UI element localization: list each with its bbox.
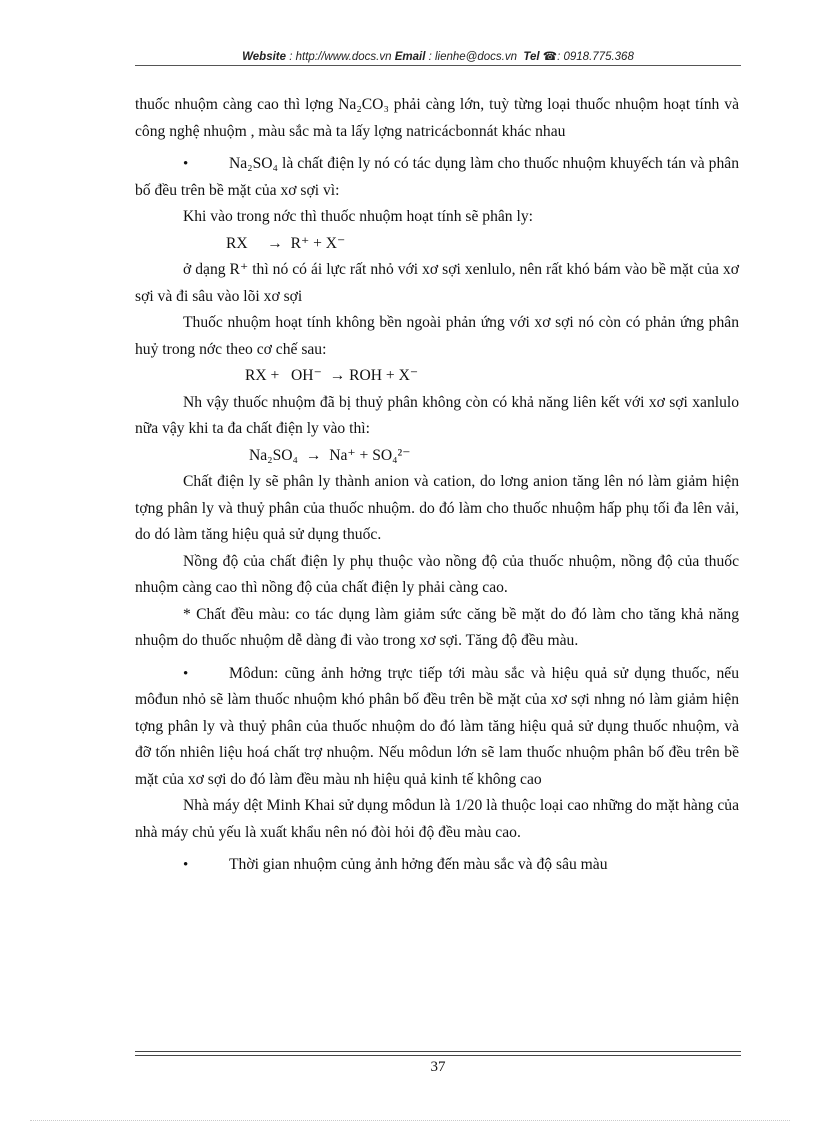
bullet-item-1: • Na₂SO₄ là chất điện ly nó có tác dụng làm cho thuốc nhuộm khuyếch tán và phân bố đều trên bề mặt của xơ sợi vì: bbox=[135, 151, 739, 204]
bullet-item-2: • Môdun: cũng ảnh hởng trực tiếp tới màu sắc và hiệu quả sử dụng thuốc, nếu môđun nhỏ sẽ làm thuốc nhuộm khó phân bố đều trên bề mặt của xơ sợi nhng nó làm giảm hiện tợng phân ly và thuỷ phân của thuốc nhuộm do đó làm tăng hiệu quả sử dụng thuốc nhuộm, và đỡ tốn nhiên liệu hoá chất trợ nhuộm. Nếu môdun lớn sẽ lam thuốc nhuộm phân bố đều trên bề mặt của xơ sợi do đó làm đều màu nh hiệu quả kinh tế không cao bbox=[135, 661, 739, 794]
equation-3: Na₂SO₄ → Na⁺ + SO₄²⁻ bbox=[249, 446, 411, 464]
arrow-icon: → bbox=[305, 446, 322, 464]
footer-rule-top bbox=[135, 1051, 741, 1052]
paragraph-4: Thuốc nhuộm hoạt tính không bền ngoài phản ứng với xơ sợi nó còn có phản ứng phân huỷ trong nớc theo cơ chế sau: bbox=[135, 314, 739, 358]
paragraph-3: ở dạng R⁺ thì nó có ái lực rất nhỏ với xơ sợi xenlulo, nên rất khó bám vào bề mặt của xơ sợi và đi sâu vào lõi xơ sợi bbox=[135, 261, 739, 305]
website-sep: : bbox=[286, 51, 296, 63]
paragraph-1: thuốc nhuộm càng cao thì lợng Na₂CO₃ phải càng lớn, tuỳ từng loại thuốc nhuộm hoạt tính và công nghệ nhuộm , màu sắc mà ta lấy lợng natricácbonnát khác nhau bbox=[135, 96, 739, 140]
bullet-icon: • bbox=[183, 156, 189, 172]
footer-rule-bottom bbox=[135, 1055, 741, 1056]
arrow-icon: → bbox=[267, 234, 283, 252]
page-number: 37 bbox=[430, 1059, 446, 1075]
tel-label: Tel bbox=[523, 51, 540, 63]
page-header bbox=[135, 49, 741, 63]
website-label: Website bbox=[242, 51, 287, 63]
tel-value: : 0918.775.368 bbox=[557, 51, 634, 63]
document-body bbox=[135, 92, 739, 879]
bullet-icon: • bbox=[183, 665, 189, 682]
paragraph-6: Chất điện ly sẽ phân ly thành anion và cation, do lơng anion tăng lên nó làm giảm hiện tợng phân ly và thuỷ phân của thuốc nhuộm. do đó làm cho thuốc nhuộm hấp phụ tối đa lên vải, do dó làm tăng hiệu quả sử dụng thuốc. bbox=[135, 473, 739, 543]
paragraph-5: Nh vậy thuốc nhuộm đã bị thuỷ phân không còn có khả năng liên kết với xơ sợi xanlulo nữa vậy khi ta đa chất điện ly vào thì: bbox=[135, 393, 739, 437]
paragraph-7: Nồng độ của chất điện ly phụ thuộc vào nồng độ của thuốc nhuộm, nồng độ của thuốc nhuộm càng cao thì nồng độ của chất điện ly phải càng cao. bbox=[135, 552, 739, 596]
email-sep: : bbox=[425, 51, 435, 63]
paragraph-8: * Chất đều màu: co tác dụng làm giảm sức căng bề mặt do đó làm cho tăng khả năng nhuộm do thuốc nhuộm dễ dàng đi vào trong xơ sợi. Tăng độ đều màu. bbox=[135, 605, 739, 649]
paragraph-9: Nhà máy dệt Minh Khai sử dụng môdun là 1/20 là thuộc loại cao những do mặt hàng của nhà máy chủ yếu là xuất khẩu nên nó đòi hỏi độ đều màu cao. bbox=[135, 797, 739, 841]
email-value[interactable]: lienhe@docs.vn bbox=[434, 51, 517, 63]
email-label: Email bbox=[394, 51, 426, 63]
website-url[interactable]: http://www.docs.vn bbox=[295, 51, 392, 63]
equation-1: RX → R⁺ + X⁻ bbox=[226, 234, 346, 252]
paragraph-2: Khi vào trong nớc thì thuốc nhuộm hoạt tính sẽ phân ly: bbox=[183, 208, 533, 225]
arrow-icon: → bbox=[329, 367, 346, 384]
page-edge-dots bbox=[30, 1120, 790, 1121]
equation-2: RX + OH⁻ → ROH + X⁻ bbox=[245, 367, 419, 384]
bullet-icon: • bbox=[183, 857, 189, 873]
bullet-item-3: • Thời gian nhuộm củng ảnh hởng đến màu sắc và độ sâu màu bbox=[135, 852, 739, 879]
header-rule bbox=[135, 65, 741, 66]
phone-icon: ☎ bbox=[542, 51, 558, 63]
